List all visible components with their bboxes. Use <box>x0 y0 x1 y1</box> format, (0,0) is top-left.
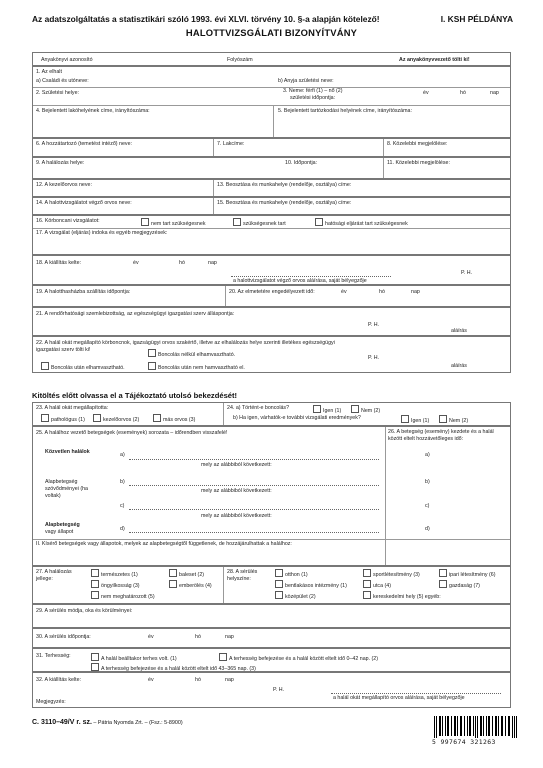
barcode-number: 5 997674 321263 <box>432 738 496 746</box>
option-27-2-text: baleset (2) <box>179 572 205 578</box>
option-31-2-text: A terhesség befejezése és a halál között eltelt idő 0–42 nap. (2) <box>229 656 378 662</box>
final-year-label: év <box>148 677 154 683</box>
interval-c-marker: c) <box>425 503 430 509</box>
field-31-label: 31. Terhesség: <box>36 653 71 659</box>
option-28-8-text: gazdaság (7) <box>449 583 480 589</box>
option-23c[interactable] <box>153 414 195 423</box>
field-24a-label: 24. a) Történt-e boncolás? <box>227 405 290 411</box>
barcode-icon <box>434 716 518 738</box>
authority-signature-label: aláírás <box>451 328 467 334</box>
field-24b-label: b) Ha igen, várhatók-e további vizsgálati eredmények? <box>233 415 361 421</box>
option-31-2[interactable] <box>219 653 378 662</box>
remarks-label: Megjegyzés: <box>36 699 66 705</box>
option-28-7[interactable] <box>439 569 496 578</box>
option-28-5[interactable] <box>363 580 391 589</box>
field-1-label: 1. Az elhalt <box>36 69 62 75</box>
registrar-note: Az anyakönyvvezető tölti ki! <box>399 57 470 63</box>
cause-signature-label: a halál okát megállapító orvos aláírása, saját bélyegzője <box>333 695 465 701</box>
injury-date-row <box>32 628 511 648</box>
field-16-label: 16. Körboncani vizsgálatot: <box>36 218 100 224</box>
option-24a-yes-text: Igen (1) <box>323 408 342 414</box>
field-15-label: 15. Beosztása és munkahelye (rendelője, osztálya) címe: <box>217 200 352 206</box>
caused-by-1: mely az alábbiból következett: <box>201 462 272 468</box>
field-13-label: 13. Beosztása és munkahelye (rendelője, osztálya) címe: <box>217 182 352 188</box>
option-27-1[interactable] <box>91 569 138 578</box>
option-28-1-text: otthon (1) <box>285 572 308 578</box>
option-22c[interactable] <box>148 362 245 371</box>
field-5-label: 5. Bejelentett tartózkodási helyének címe, irányítószáma: <box>278 108 412 114</box>
option-27-4[interactable] <box>169 580 212 589</box>
stamp-label: P. H. <box>461 270 473 276</box>
option-27-4-text: emberölés (4) <box>179 583 212 589</box>
option-23a-text: pathológus (1) <box>51 417 85 423</box>
interval-a-marker: a) <box>425 452 430 458</box>
pregnancy-row <box>32 648 511 672</box>
field-19-label: 19. A halotthasházba szállítás időpontja: <box>36 289 131 295</box>
option-24a-yes[interactable] <box>313 405 341 414</box>
field-22-label: 22. A halál okát megállapító körboncnok, igazságügyi orvos szakértő, illetve az elhalálozás helye szerinti illetékes egészségügyi igazgatási szerv tölti ki! <box>36 340 335 353</box>
option-27-1-text: természetes (1) <box>101 572 138 578</box>
field-28-label: 28. A sérülés helyszíne: <box>227 569 258 582</box>
option-24a-no[interactable] <box>351 405 380 414</box>
field-18-label: 18. A kiállítás kelte: <box>36 260 82 266</box>
authority-row <box>32 307 511 336</box>
examining-physician-row <box>32 197 511 215</box>
autopsy-row <box>32 215 511 255</box>
injury-circumstance-row <box>32 604 511 628</box>
option-28-1[interactable] <box>275 569 308 578</box>
option-28-2[interactable] <box>275 580 347 589</box>
section-title: Kitöltés előtt olvassa el a Tájékoztató utolsó bekezdését! <box>32 391 238 400</box>
option-16b[interactable] <box>233 218 286 227</box>
field-29-label: 29. A sérülés módja, oka és körülményei: <box>36 608 133 614</box>
death-place-row <box>32 157 511 179</box>
option-27-5-text: nem meghatározott (5) <box>101 594 155 600</box>
interval-d-marker: d) <box>425 526 430 532</box>
interval-b-marker: b) <box>425 479 430 485</box>
option-28-3-text: középület (2) <box>285 594 316 600</box>
copy-label: I. KSH PÉLDÁNYA <box>440 14 513 24</box>
field-2-label: 2. Születési helye: <box>36 90 79 96</box>
complications-label: Alapbetegség szövődményei (ha voltak) <box>45 479 88 499</box>
cause-header-row <box>32 402 511 426</box>
option-27-3[interactable] <box>91 580 140 589</box>
option-22b-text: Boncolás után elhamvasztható. <box>51 365 125 371</box>
form-title: HALOTTVIZSGÁLATI BIZONYÍTVÁNY <box>185 27 358 38</box>
cremation-stamp-label: P. H. <box>368 355 380 361</box>
option-16c-text: hatósági eljárást tart szükségesnek <box>325 221 408 227</box>
injury-day-label: nap <box>225 634 234 640</box>
option-28-2-text: bentlakásos intézmény (1) <box>285 583 347 589</box>
option-22a-text: Boncolás nélkül elhamvasztható. <box>158 352 236 358</box>
caused-by-3: mely az alábbiból következett: <box>201 513 272 519</box>
field-8-label: 8. Közelebbi megjelölése: <box>387 141 448 147</box>
injury-year-label: év <box>148 634 154 640</box>
mandatory-notice: Az adatszolgáltatás a statisztikári szóló 1993. évi XLVI. törvény 10. §-a alapján kötelező! <box>32 14 380 24</box>
injury-month-label: hó <box>195 634 201 640</box>
field-32-label: 32. A kiállítás kelte: <box>36 677 82 683</box>
basic-state-label: vagy állapot <box>45 529 74 535</box>
option-27-5[interactable] <box>91 591 155 600</box>
immediate-cause-label: Közvetlen halálok <box>45 449 90 455</box>
option-23b[interactable] <box>93 414 139 423</box>
field-30-label: 30. A sérülés időpontja: <box>36 634 91 640</box>
manner-row <box>32 566 511 604</box>
option-31-3[interactable] <box>91 663 256 672</box>
option-28-4[interactable] <box>363 569 420 578</box>
year-label: év <box>423 90 429 96</box>
option-27-2[interactable] <box>169 569 204 578</box>
field-3-label: 3. Neme: férfi (1) – nő (2) <box>283 88 343 94</box>
caused-by-2: mely az alábbiból következett: <box>201 488 272 494</box>
cause-a-marker: a) <box>120 452 125 458</box>
field-1a-label: a) Családi és utóneve: <box>36 78 89 84</box>
transport-year-label: év <box>341 289 347 295</box>
field-10-label: 10. Időpontja: <box>285 160 318 166</box>
option-28-6-text: kereskedelmi hely (5) egyéb: <box>373 594 441 600</box>
option-27-3-text: öngyilkosság (3) <box>101 583 140 589</box>
printer-text: – Pátria Nyomda Zrt. – (Fsz.: 5-8900) <box>91 720 183 726</box>
field-12-label: 12. A kezelőorvos neve: <box>36 182 92 188</box>
field-27-label: 27. A halálozás jellege: <box>36 569 72 582</box>
field-6-label: 6. A hozzátartozó (temetést intéző) neve: <box>36 141 132 147</box>
final-day-label: nap <box>225 677 234 683</box>
option-23b-text: kezelőorvos (2) <box>103 417 140 423</box>
form-code <box>32 719 183 726</box>
option-23a[interactable] <box>41 414 85 423</box>
option-16b-text: szükségesnek tart <box>243 221 286 227</box>
treating-physician-row <box>32 179 511 197</box>
transport-row <box>32 285 511 307</box>
issue-year-label: év <box>133 260 139 266</box>
option-22c-text: Boncolás után nem hamvasztható el. <box>158 365 245 371</box>
registry-id-label: Anyakönyvi azonosító <box>41 57 93 63</box>
cremation-signature-label: aláírás <box>451 363 467 369</box>
option-16a-text: nem tart szükségesnek <box>151 221 206 227</box>
transport-day-label: nap <box>411 289 420 295</box>
issue-date-row <box>32 255 511 285</box>
option-28-8[interactable] <box>439 580 480 589</box>
registry-row <box>32 52 511 66</box>
cause-b-marker: b) <box>120 479 125 485</box>
transport-month-label: hó <box>379 289 385 295</box>
cause-d-marker: d) <box>120 526 125 532</box>
field-25-label: 25. A halálhoz vezető betegségek (események) sorozata – időrendben visszafelé! <box>36 430 228 436</box>
option-24a-no-text: Nem (2) <box>361 408 381 414</box>
field-26-label: 26. A betegség (esemény) kezdete és a halál között eltelt hozzávetőleges idő: <box>388 429 494 442</box>
field-9-label: 9. A halálozás helye: <box>36 160 85 166</box>
option-28-6[interactable] <box>363 591 441 600</box>
option-28-7-text: ipari létesítmény (6) <box>449 572 496 578</box>
final-stamp-label: P. H. <box>273 687 285 693</box>
option-16a[interactable] <box>141 218 205 227</box>
option-28-4-text: sportlétesítmény (3) <box>373 572 420 578</box>
field-1b-label: b) Anyja születési neve: <box>278 78 334 84</box>
contributing-label: II. Kísérő betegségek vagy állapotok, melyek az alapbetegségtől függetlenek, de hozzájárulhattak a halálhoz: <box>36 541 292 547</box>
option-24b-no-text: Nem (2) <box>449 418 469 424</box>
basic-disease-label: Alapbetegség <box>45 522 80 528</box>
field-7-label: 7. Lakcíme: <box>217 141 245 147</box>
option-22a[interactable] <box>148 349 235 358</box>
relative-row <box>32 138 511 157</box>
cremation-row <box>32 336 511 373</box>
form-code-text: C. 3110–49/V r. sz. <box>32 719 92 726</box>
issue-month-label: hó <box>179 260 185 266</box>
authority-stamp-label: P. H. <box>368 322 380 328</box>
field-11-label: 11. Közelebbi megjelölése: <box>387 160 450 166</box>
field-17-label: 17. A vizsgálat (eljárás) indoka és egyéb megjegyzések: <box>36 230 168 236</box>
field-23-label: 23. A halál okát megállapította: <box>36 405 109 411</box>
option-24b-no[interactable] <box>439 415 468 424</box>
option-31-1-text: A halál beálltakor terhes volt. (1) <box>101 656 177 662</box>
option-28-3[interactable] <box>275 591 316 600</box>
final-issue-row <box>32 672 511 708</box>
option-22b[interactable] <box>41 362 125 371</box>
option-24b-yes[interactable] <box>401 415 429 424</box>
day-label: nap <box>490 90 499 96</box>
cause-c-marker: c) <box>120 503 125 509</box>
final-month-label: hó <box>195 677 201 683</box>
option-28-5-text: utca (4) <box>373 583 391 589</box>
field-4-label: 4. Bejelentett lakóhelyének címe, irányítószáma: <box>36 108 150 114</box>
option-31-3-text: A terhesség befejezése és a halál között eltelt idő 43–365 nap. (3) <box>101 666 256 672</box>
option-16c[interactable] <box>315 218 408 227</box>
exam-signature-label: a halottvizsgálatot végző orvos aláírása, saját bélyegzője <box>233 278 367 284</box>
option-24b-yes-text: Igen (1) <box>411 418 430 424</box>
field-14-label: 14. A halottvizsgálatot végző orvos neve: <box>36 200 132 206</box>
option-31-1[interactable] <box>91 653 177 662</box>
serial-label: Folyószám <box>227 57 253 63</box>
month-label: hó <box>460 90 466 96</box>
field-3b-label: születési időpontja: <box>290 95 336 101</box>
field-21-label: 21. A rendőrhatósági szemlebizottság, az egészségügyi igazgatási szerv álláspontja: <box>36 311 235 317</box>
deceased-block <box>32 66 511 138</box>
field-20-label: 20. Az elmetetére engedélyezett idő: <box>229 289 315 295</box>
option-23c-text: más orvos (3) <box>163 417 196 423</box>
cause-chain-block <box>32 426 511 566</box>
issue-day-label: nap <box>208 260 217 266</box>
